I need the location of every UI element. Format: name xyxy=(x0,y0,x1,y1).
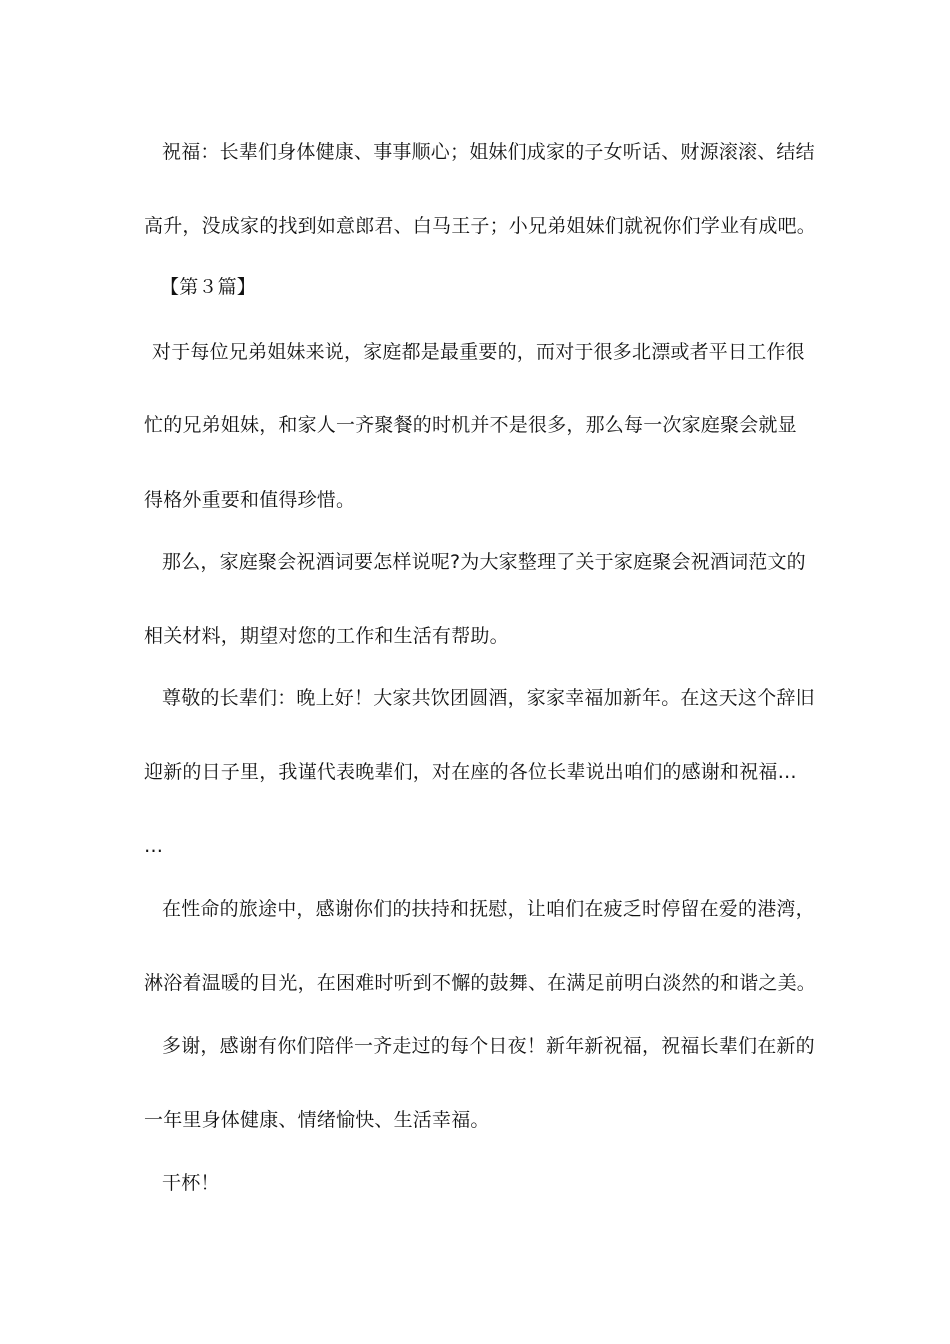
paragraph-line: 淋浴着温暖的目光，在困难时听到不懈的鼓舞、在满足前明白淡然的和谐之美。 xyxy=(144,972,817,994)
paragraph-line: 在性命的旅途中，感谢你们的扶持和抚慰，让咱们在疲乏时停留在爱的港湾， xyxy=(162,898,815,920)
paragraph-line: 高升，没成家的找到如意郎君、白马王子；小兄弟姐妹们就祝你们学业有成吧。 xyxy=(144,215,817,237)
paragraph-line: 那么，家庭聚会祝酒词要怎样说呢?为大家整理了关于家庭聚会祝酒词范文的 xyxy=(162,551,806,573)
paragraph-line: 对于每位兄弟姐妹来说，家庭都是最重要的，而对于很多北漂或者平日工作很 xyxy=(152,341,805,363)
paragraph-line: 一年里身体健康、情绪愉快、生活幸福。 xyxy=(144,1109,490,1131)
paragraph-line: 尊敬的长辈们：晚上好！大家共饮团圆酒，家家幸福加新年。在这天这个辞旧 xyxy=(162,687,815,709)
paragraph-line: 多谢，感谢有你们陪伴一齐走过的每个日夜！新年新祝福，祝福长辈们在新的 xyxy=(162,1035,815,1057)
paragraph-line: 忙的兄弟姐妹，和家人一齐聚餐的时机并不是很多，那么每一次家庭聚会就显 xyxy=(144,414,797,436)
paragraph-line: 迎新的日子里，我谨代表晚辈们，对在座的各位长辈说出咱们的感谢和祝福… xyxy=(144,761,797,783)
paragraph-line: … xyxy=(144,835,164,857)
paragraph-line: 祝福：长辈们身体健康、事事顺心；姐妹们成家的子女听话、财源滚滚、结结 xyxy=(162,141,815,163)
paragraph-line: 得格外重要和值得珍惜。 xyxy=(144,489,356,511)
paragraph-line: 干杯！ xyxy=(162,1172,220,1194)
section-heading: 【第３篇】 xyxy=(160,276,257,298)
paragraph-line: 相关材料，期望对您的工作和生活有帮助。 xyxy=(144,625,509,647)
